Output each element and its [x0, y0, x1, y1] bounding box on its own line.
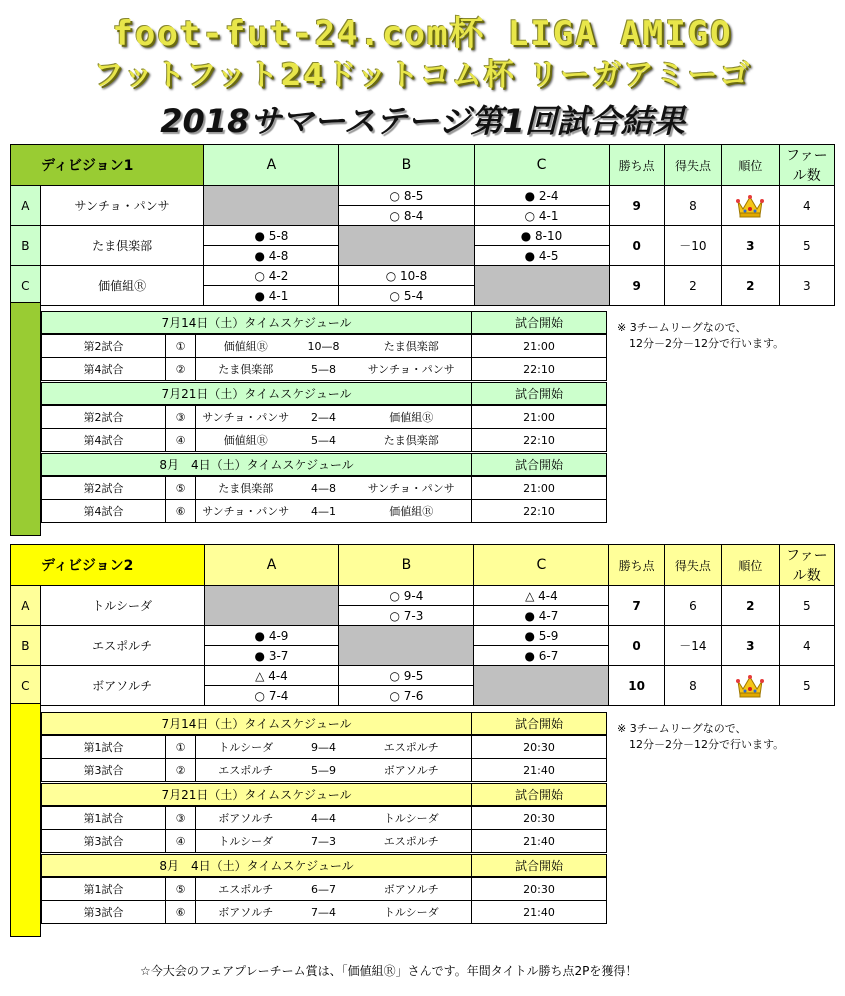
schedule-games [41, 405, 607, 452]
game-time: 21:00 [472, 477, 607, 500]
div1-results-table [10, 144, 835, 306]
game-number: ④ [166, 429, 196, 452]
game-away: サンチョ・パンサ [352, 358, 472, 381]
game-label: 第1試合 [42, 736, 166, 759]
game-number: ② [166, 759, 196, 782]
game-away: ボアソルチ [352, 878, 472, 901]
game-home: たま倶楽部 [196, 358, 296, 381]
rank-header: 順位 [722, 545, 780, 586]
schedule-row [42, 500, 607, 523]
div2-note [617, 721, 784, 753]
self-match-cell [339, 626, 474, 666]
match-result: ○ 4-2 [204, 266, 339, 286]
team-name: ボアソルチ [40, 666, 204, 706]
schedule-row [42, 429, 607, 452]
schedule-day-header [41, 854, 607, 877]
col-c-header: C [474, 545, 609, 586]
match-result: ● 4-1 [204, 286, 339, 306]
team-row [11, 626, 835, 646]
game-time: 20:30 [472, 736, 607, 759]
schedule-row [42, 358, 607, 381]
points-header: 勝ち点 [609, 145, 664, 186]
game-label: 第4試合 [42, 358, 166, 381]
game-score: 2—4 [296, 406, 352, 429]
team-row [11, 226, 835, 246]
col-b-header: B [339, 545, 474, 586]
schedule-games [41, 806, 607, 853]
game-away: ボアソルチ [352, 759, 472, 782]
schedule-row [42, 736, 607, 759]
team-goal-diff: 8 [664, 666, 721, 706]
team-rank: 3 [722, 226, 780, 266]
crown-icon [736, 193, 764, 219]
team-goal-diff: 2 [664, 266, 721, 306]
game-home: サンチョ・パンサ [196, 500, 296, 523]
game-label: 第2試合 [42, 406, 166, 429]
game-away: サンチョ・パンサ [352, 477, 472, 500]
game-away: エスポルチ [352, 736, 472, 759]
game-away: 価値組Ⓡ [352, 406, 472, 429]
team-letter: A [11, 186, 41, 226]
team-name: エスポルチ [40, 626, 204, 666]
game-time: 21:40 [472, 759, 607, 782]
match-result: ○ 7-3 [339, 606, 474, 626]
game-number: ① [166, 736, 196, 759]
match-result: ● 4-7 [474, 606, 609, 626]
game-home: トルシーダ [196, 736, 296, 759]
match-result: ● 5-9 [474, 626, 609, 646]
game-score: 4—8 [296, 477, 352, 500]
div2-note-line1: ※ 3チームリーグなので、 [617, 722, 747, 735]
team-points: 0 [609, 226, 664, 266]
match-result: ● 3-7 [204, 646, 339, 666]
schedule-day-header [41, 382, 607, 405]
team-rank: 2 [722, 266, 780, 306]
title-line3: 2018サマーステージ第1回試合結果 [160, 102, 685, 140]
match-result: ● 6-7 [474, 646, 609, 666]
schedule-games [41, 334, 607, 381]
goal-diff-header: 得失点 [664, 145, 721, 186]
div1-note-line2: 12分－2分－12分で行います。 [629, 337, 785, 350]
game-number: ③ [166, 406, 196, 429]
team-name: 価値組Ⓡ [40, 266, 204, 306]
div2-note-line2: 12分－2分－12分で行います。 [629, 738, 785, 751]
schedule-row [42, 830, 607, 853]
fouls-header: ファール数 [779, 145, 834, 186]
div1-note-line1: ※ 3チームリーグなので、 [617, 321, 747, 334]
team-letter: B [11, 626, 41, 666]
schedule-day-header [41, 783, 607, 806]
game-number: ④ [166, 830, 196, 853]
game-score: 5—4 [296, 429, 352, 452]
match-result: ○ 8-4 [339, 206, 474, 226]
game-number: ① [166, 335, 196, 358]
game-time: 21:00 [472, 406, 607, 429]
game-home: 価値組Ⓡ [196, 335, 296, 358]
game-time: 21:00 [472, 335, 607, 358]
game-score: 6—7 [296, 878, 352, 901]
schedule-row [42, 878, 607, 901]
game-time: 22:10 [472, 429, 607, 452]
match-result: ● 4-8 [204, 246, 339, 266]
game-home: エスポルチ [196, 759, 296, 782]
game-home: ボアソルチ [196, 901, 296, 924]
team-fouls: 5 [779, 226, 834, 266]
team-row [11, 666, 835, 686]
game-score: 10—8 [296, 335, 352, 358]
title-line1: foot-fut-24.com杯 LIGA AMIGO [112, 14, 733, 54]
team-rank: 2 [722, 586, 780, 626]
match-result: ● 4-9 [204, 626, 339, 646]
team-fouls: 4 [779, 186, 834, 226]
div2-team-rows [11, 586, 835, 706]
match-result: ○ 7-6 [339, 686, 474, 706]
rank-header: 順位 [722, 145, 780, 186]
team-goal-diff: －10 [664, 226, 721, 266]
team-points: 9 [609, 186, 664, 226]
team-points: 0 [609, 626, 664, 666]
self-match-cell [204, 586, 339, 626]
game-away: たま倶楽部 [352, 429, 472, 452]
game-label: 第2試合 [42, 335, 166, 358]
match-result: ● 8-10 [474, 226, 609, 246]
game-home: サンチョ・パンサ [196, 406, 296, 429]
goal-diff-header: 得失点 [664, 545, 721, 586]
schedule-day-header [41, 453, 607, 476]
game-away: トルシーダ [352, 901, 472, 924]
team-points: 10 [609, 666, 664, 706]
team-points: 9 [609, 266, 664, 306]
game-away: エスポルチ [352, 830, 472, 853]
match-result: △ 4-4 [474, 586, 609, 606]
game-score: 4—1 [296, 500, 352, 523]
game-away: たま倶楽部 [352, 335, 472, 358]
match-result: ○ 8-5 [339, 186, 474, 206]
game-label: 第3試合 [42, 901, 166, 924]
div2-header-row [11, 545, 835, 586]
match-result: ○ 9-5 [339, 666, 474, 686]
team-fouls: 5 [779, 586, 834, 626]
schedule-games [41, 735, 607, 782]
game-label: 第4試合 [42, 429, 166, 452]
game-label: 第1試合 [42, 878, 166, 901]
div1-note [617, 320, 784, 352]
self-match-cell [474, 266, 609, 306]
team-row [11, 266, 835, 286]
team-goal-diff: 6 [664, 586, 721, 626]
game-number: ② [166, 358, 196, 381]
game-number: ⑥ [166, 500, 196, 523]
team-letter: C [11, 666, 41, 706]
game-score: 5—9 [296, 759, 352, 782]
schedule-day-header [41, 712, 607, 735]
team-name: サンチョ・パンサ [40, 186, 204, 226]
schedule-row [42, 406, 607, 429]
schedule-row [42, 901, 607, 924]
match-result: ○ 4-1 [474, 206, 609, 226]
start-time-header: 試合開始 [472, 855, 607, 877]
match-result: ● 4-5 [474, 246, 609, 266]
team-rank: 3 [722, 626, 780, 666]
game-time: 22:10 [472, 358, 607, 381]
game-away: トルシーダ [352, 807, 472, 830]
div1-side-strip [10, 302, 41, 536]
div1-header-row [11, 145, 835, 186]
game-score: 7—4 [296, 901, 352, 924]
col-c-header: C [474, 145, 609, 186]
match-result: ● 5-8 [204, 226, 339, 246]
team-fouls: 4 [779, 626, 834, 666]
schedule-day-title: 8月 4日（土）タイムスケジュール [42, 454, 472, 476]
game-time: 21:40 [472, 830, 607, 853]
schedule-row [42, 335, 607, 358]
game-number: ⑥ [166, 901, 196, 924]
div2-side-strip [10, 703, 41, 937]
match-result: ● 2-4 [474, 186, 609, 206]
schedule-row [42, 759, 607, 782]
div2-label: ディビジョン2 [11, 545, 205, 586]
div1-team-rows [11, 186, 835, 306]
game-time: 22:10 [472, 500, 607, 523]
match-result: ○ 7-4 [204, 686, 339, 706]
team-name: トルシーダ [40, 586, 204, 626]
team-goal-diff: 8 [664, 186, 721, 226]
schedule-day-title: 7月14日（土）タイムスケジュール [42, 312, 472, 334]
match-result: ○ 5-4 [339, 286, 474, 306]
points-header: 勝ち点 [609, 545, 664, 586]
schedule-day-title: 8月 4日（土）タイムスケジュール [42, 855, 472, 877]
crown-icon [736, 673, 764, 699]
schedule-day-title: 7月14日（土）タイムスケジュール [42, 713, 472, 735]
game-label: 第2試合 [42, 477, 166, 500]
game-home: トルシーダ [196, 830, 296, 853]
schedule-games [41, 877, 607, 924]
game-score: 4—4 [296, 807, 352, 830]
self-match-cell [204, 186, 339, 226]
self-match-cell [339, 226, 474, 266]
game-number: ③ [166, 807, 196, 830]
game-label: 第3試合 [42, 830, 166, 853]
team-fouls: 5 [779, 666, 834, 706]
team-fouls: 3 [779, 266, 834, 306]
start-time-header: 試合開始 [472, 454, 607, 476]
game-label: 第1試合 [42, 807, 166, 830]
game-away: 価値組Ⓡ [352, 500, 472, 523]
schedule-day-title: 7月21日（土）タイムスケジュール [42, 383, 472, 405]
schedule-day-header [41, 311, 607, 334]
game-label: 第3試合 [42, 759, 166, 782]
col-a-header: A [204, 545, 339, 586]
game-number: ⑤ [166, 878, 196, 901]
div1-label: ディビジョン1 [11, 145, 204, 186]
game-label: 第4試合 [42, 500, 166, 523]
start-time-header: 試合開始 [472, 312, 607, 334]
start-time-header: 試合開始 [472, 784, 607, 806]
fair-play-footer: ☆今大会のフェアプレーチーム賞は、「価値組Ⓡ」さんです。年間タイトル勝ち点2Pを獲得！ [140, 964, 638, 978]
schedule-row [42, 807, 607, 830]
team-name: たま倶楽部 [40, 226, 204, 266]
team-letter: B [11, 226, 41, 266]
team-letter: C [11, 266, 41, 306]
game-score: 7—3 [296, 830, 352, 853]
match-result: ○ 10-8 [339, 266, 474, 286]
team-letter: A [11, 586, 41, 626]
team-rank [722, 186, 780, 226]
schedule-row [42, 477, 607, 500]
schedule-day-title: 7月21日（土）タイムスケジュール [42, 784, 472, 806]
schedule-games [41, 476, 607, 523]
match-result: △ 4-4 [204, 666, 339, 686]
team-row [11, 586, 835, 606]
start-time-header: 試合開始 [472, 383, 607, 405]
title-line2: フットフット24ドットコム杯 リーガアミーゴ [93, 58, 752, 93]
game-score: 9—4 [296, 736, 352, 759]
game-home: たま倶楽部 [196, 477, 296, 500]
game-home: ボアソルチ [196, 807, 296, 830]
col-a-header: A [204, 145, 339, 186]
game-time: 21:40 [472, 901, 607, 924]
game-home: エスポルチ [196, 878, 296, 901]
game-number: ⑤ [166, 477, 196, 500]
game-time: 20:30 [472, 878, 607, 901]
game-time: 20:30 [472, 807, 607, 830]
team-points: 7 [609, 586, 664, 626]
game-score: 5—8 [296, 358, 352, 381]
col-b-header: B [339, 145, 474, 186]
team-row [11, 186, 835, 206]
team-rank [722, 666, 780, 706]
match-result: ○ 9-4 [339, 586, 474, 606]
game-home: 価値組Ⓡ [196, 429, 296, 452]
start-time-header: 試合開始 [472, 713, 607, 735]
team-goal-diff: －14 [664, 626, 721, 666]
div2-results-table [10, 544, 835, 706]
self-match-cell [474, 666, 609, 706]
fouls-header: ファール数 [779, 545, 834, 586]
